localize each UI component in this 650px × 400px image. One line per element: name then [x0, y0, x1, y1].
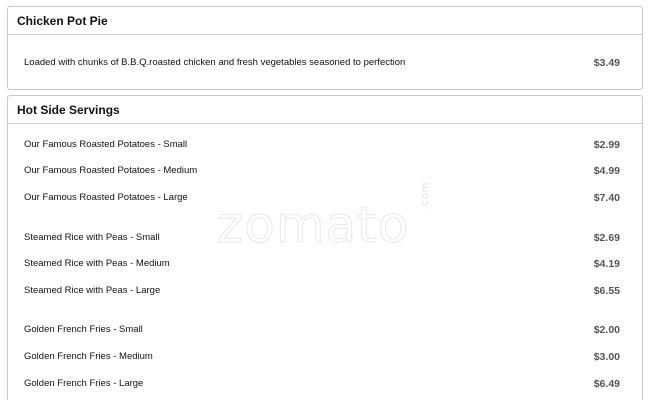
menu-item — [24, 349, 620, 365]
menu-item-name: Our Famous Roasted Potatoes - Large — [24, 192, 188, 203]
menu-item-name: Steamed Rice with Peas - Small — [24, 232, 160, 243]
menu-section-chicken-pot-pie — [7, 6, 643, 90]
menu-item — [24, 190, 620, 206]
menu-item-price: $6.55 — [593, 285, 620, 297]
menu-item-name: Golden French Fries - Medium — [24, 351, 153, 362]
menu-item — [24, 137, 620, 153]
menu-item-price: $3.00 — [593, 351, 620, 363]
menu-item — [24, 376, 620, 392]
menu-item — [24, 55, 620, 71]
menu-item — [24, 322, 620, 338]
menu-item — [24, 283, 620, 299]
menu-item-price: $2.99 — [593, 139, 620, 151]
menu-item-price: $2.00 — [593, 324, 620, 336]
menu-item-price: $2.69 — [593, 232, 620, 244]
menu-item — [24, 163, 620, 179]
section-title: Chicken Pot Pie — [8, 7, 642, 35]
menu-item-name: Steamed Rice with Peas - Medium — [24, 258, 170, 269]
menu-item-price: $3.49 — [593, 57, 620, 69]
menu-item-name: Loaded with chunks of B.B.Q.roasted chicken and fresh vegetables seasoned to perfection — [24, 57, 406, 68]
menu-item-price: $4.19 — [593, 258, 620, 270]
menu-item — [24, 256, 620, 272]
menu-section-hot-side-servings — [7, 95, 643, 400]
section-title: Hot Side Servings — [8, 96, 642, 124]
menu-item-price: $4.99 — [593, 165, 620, 177]
menu-item-name: Our Famous Roasted Potatoes - Small — [24, 139, 188, 150]
menu-item-price: $7.40 — [593, 192, 620, 204]
menu-item-name: Golden French Fries - Small — [24, 324, 143, 335]
menu-item-name: Steamed Rice with Peas - Large — [24, 285, 161, 296]
menu-item-name: Our Famous Roasted Potatoes - Medium — [24, 165, 198, 176]
menu-item-price: $6.49 — [593, 378, 620, 390]
menu-item-name: Golden French Fries - Large — [24, 378, 144, 389]
menu-item — [24, 230, 620, 246]
